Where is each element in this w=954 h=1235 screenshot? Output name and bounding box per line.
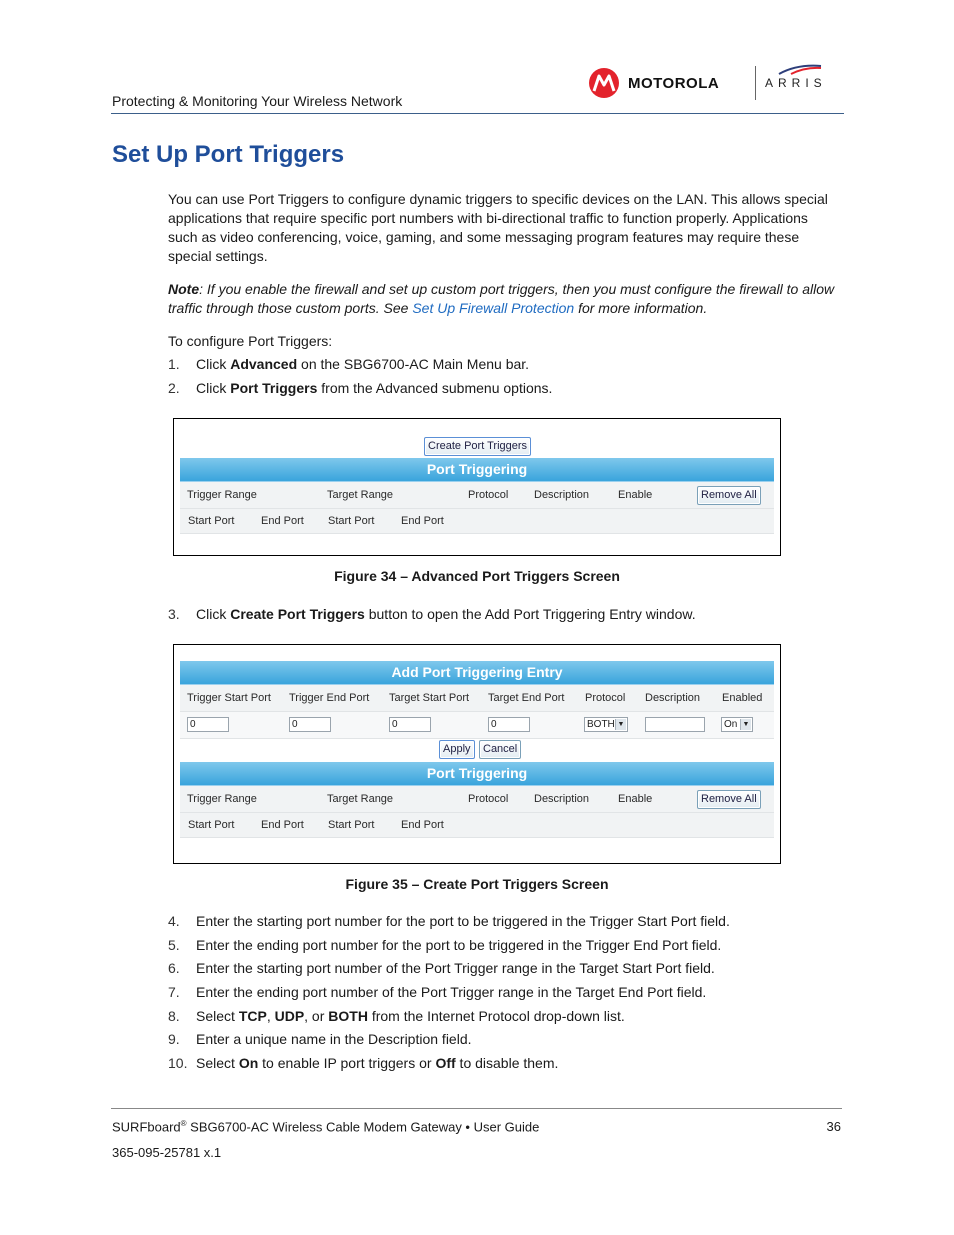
trigger-end-port-input[interactable]: 0 [289, 717, 331, 732]
entry-inputs-row [180, 712, 774, 739]
col-target-range: Target Range [327, 489, 394, 501]
remove-all-button[interactable]: Remove All [697, 486, 761, 505]
protocol-select[interactable]: BOTH ▼ [584, 717, 628, 732]
create-port-triggers-button[interactable]: Create Port Triggers [424, 437, 531, 456]
col-protocol: Protocol [468, 489, 509, 501]
step-10: 10. Select On to enable IP port triggers or Off to disable them. [168, 1055, 559, 1071]
page-number: 36 [826, 1119, 841, 1134]
arris-wordmark: ARRIS [765, 76, 827, 90]
port-trigger-header-row: Trigger Range Target Range Protocol Description Enable Remove All [180, 786, 774, 813]
note-text-2: for more information. [574, 300, 708, 316]
apply-button[interactable]: Apply [439, 740, 475, 759]
arris-swoosh-icon [777, 62, 823, 76]
footer-divider [111, 1108, 842, 1109]
step-3: 3. Click Create Port Triggers button to open the Add Port Triggering Entry window. [168, 606, 696, 622]
step-4: 4. Enter the starting port number for the port to be triggered in the Trigger Start Port field. [168, 913, 730, 929]
page-title: Set Up Port Triggers [112, 141, 345, 168]
port-trigger-subheader-row: Start Port End Port Start Port End Port [180, 813, 774, 838]
figure-35-caption: Figure 35 – Create Port Triggers Screen [345, 876, 609, 892]
port-triggering-bar: Port Triggering [180, 458, 774, 482]
col-description: Description [534, 489, 590, 501]
header-divider [111, 113, 844, 114]
port-triggering-bar: Port Triggering [180, 762, 774, 786]
cancel-button[interactable]: Cancel [479, 740, 521, 759]
brand-logo [589, 66, 829, 102]
chevron-down-icon: ▼ [615, 719, 626, 730]
note-paragraph [168, 280, 838, 318]
doc-number: 365-095-25781 x.1 [112, 1145, 222, 1160]
figure-34-caption: Figure 34 – Advanced Port Triggers Screen [334, 568, 620, 584]
footer-product: SURFboard® SBG6700-AC Wireless Cable Modem Gateway • User Guide [112, 1119, 540, 1135]
chevron-down-icon: ▼ [740, 719, 751, 730]
col-trigger-range: Trigger Range [187, 489, 257, 501]
logo-divider [755, 66, 756, 100]
motorola-batwing-icon [589, 68, 619, 98]
firewall-link[interactable]: Set Up Firewall Protection [412, 300, 575, 316]
figure-34-screenshot [173, 418, 781, 556]
port-trigger-subheader-row: Start Port End Port Start Port End Port [180, 509, 774, 534]
step-8: 8. Select TCP, UDP, or BOTH from the Internet Protocol drop-down list. [168, 1008, 625, 1024]
target-start-port-input[interactable]: 0 [389, 717, 431, 732]
intro-paragraph: You can use Port Triggers to configure dynamic triggers to specific devices on the LAN. This allows special applications that require specific port numbers with bi-directional traffic to function properly. Applications such as video conferencing, voice, gaming, and some messaging program features may require these special settings. [168, 191, 828, 264]
trigger-start-port-input[interactable]: 0 [187, 717, 229, 732]
figure-35-screenshot [173, 644, 781, 864]
note-label: Note [168, 281, 200, 297]
note-text-1: : If you enable the firewall and set up custom port triggers, then you must configure the firewall to allow traffic through those custom ports. See [168, 281, 835, 316]
col-enable: Enable [618, 489, 653, 501]
configure-intro: To configure Port Triggers: [168, 333, 333, 349]
remove-all-button[interactable]: Remove All [697, 790, 761, 809]
target-end-port-input[interactable]: 0 [488, 717, 530, 732]
step-9: 9. Enter a unique name in the Description field. [168, 1031, 472, 1047]
step-1: 1. Click Advanced on the SBG6700-AC Main Menu bar. [168, 356, 530, 372]
step-6: 6. Enter the starting port number of the Port Trigger range in the Target Start Port field. [168, 960, 715, 976]
motorola-wordmark: MOTOROLA [628, 75, 720, 92]
step-5: 5. Enter the ending port number for the port to be triggered in the Trigger End Port field. [168, 937, 722, 953]
entry-field-labels-row: Trigger Start Port Trigger End Port Target Start Port Target End Port Protocol Description Enabled [180, 685, 774, 712]
step-7: 7. Enter the ending port number of the Port Trigger range in the Target End Port field. [168, 984, 707, 1000]
description-input[interactable] [645, 717, 705, 732]
step-2: 2. Click Port Triggers from the Advanced submenu options. [168, 380, 553, 396]
enabled-select[interactable]: On ▼ [721, 717, 753, 732]
running-header: Protecting & Monitoring Your Wireless Network [112, 93, 403, 109]
port-trigger-header-row [180, 482, 774, 509]
add-port-triggering-entry-bar: Add Port Triggering Entry [180, 661, 774, 685]
